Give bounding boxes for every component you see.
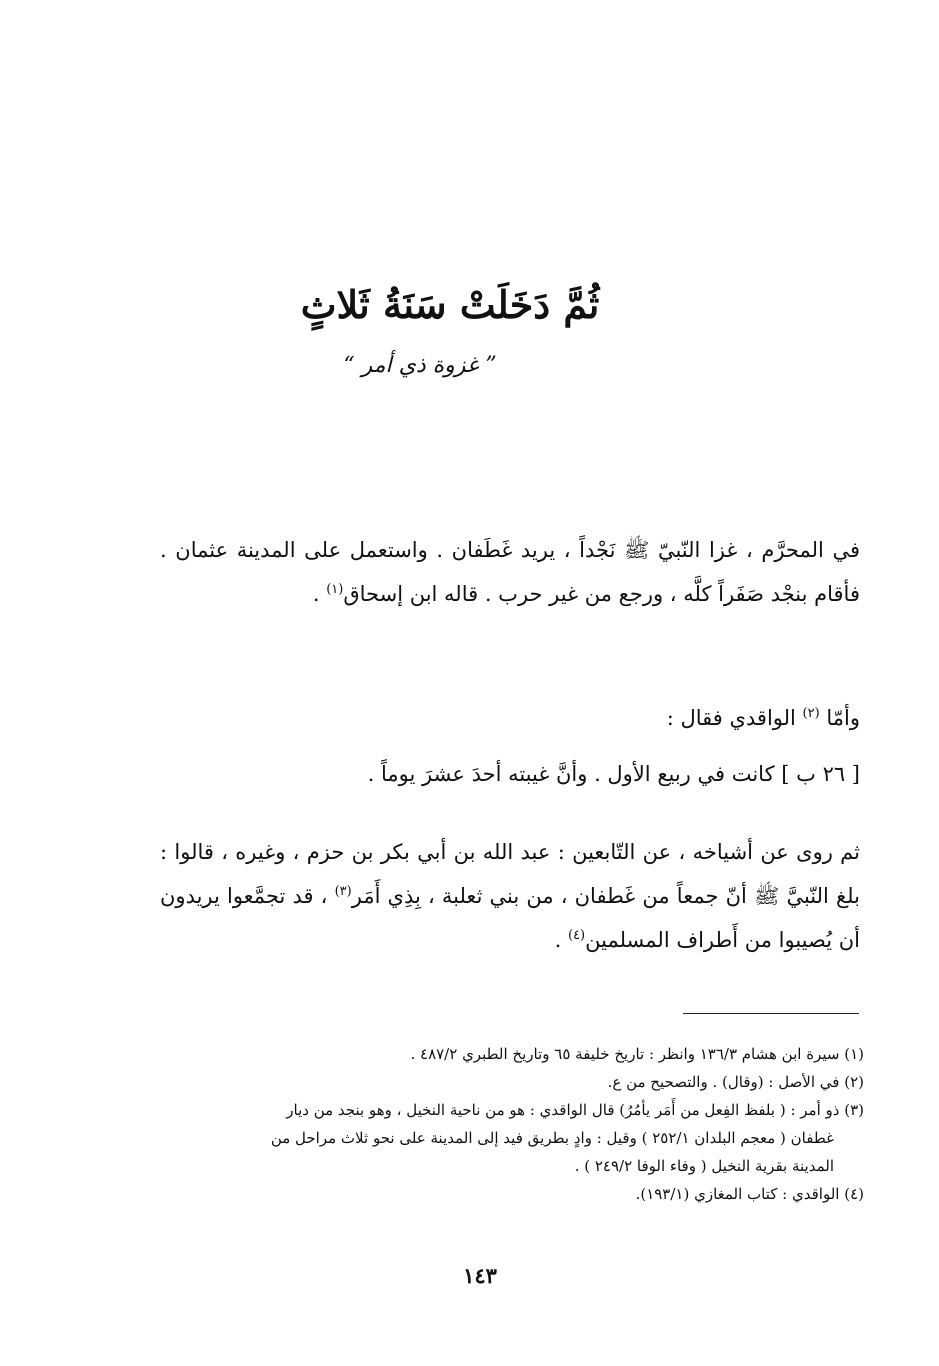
footnote-ref-4: (٤) bbox=[567, 928, 586, 943]
paragraph-2-end: الواقدي فقال : bbox=[666, 706, 803, 730]
paragraph-1-text: في المحرَّم ، غزا النّبيّ ﷺ نَجْداً ، يريد غَطَفان . واستعمل على المدينة عثمان . فأقام بنجْد صَفَراً كلَّه ، ورجع من غير حرب . قاله ابن إسحاق bbox=[160, 538, 860, 606]
footnote-3-continuation-2: المدينة بقرية النخيل ( وفاء الوفا ٢٤٩/٢ ) . bbox=[574, 1157, 834, 1175]
page-number: ١٤٣ bbox=[463, 1263, 497, 1288]
paragraph-2 bbox=[160, 696, 912, 740]
paragraph-3: [ ٢٦ ب ] كانت في ربيع الأول . وأنَّ غيبته أحدَ عشرَ يوماً . bbox=[367, 762, 860, 786]
footnotes bbox=[160, 1040, 864, 1208]
chapter-subtitle: ” غزوة ذي أمر “ bbox=[343, 353, 497, 378]
footnote-4: (٤) الواقدي : كتاب المغازي (١٩٣/١). bbox=[635, 1185, 864, 1203]
paragraph-1 bbox=[160, 528, 912, 616]
footnote-ref-1: (١) bbox=[326, 582, 344, 597]
paragraph-2-start: وأمّا bbox=[819, 706, 860, 730]
footnote-ref-3: (٣) bbox=[334, 884, 352, 899]
footnote-ref-2: (٢) bbox=[802, 706, 820, 721]
paragraph-4-text: ثم روى عن أشياخه ، عن التّابعين : عبد الله بن أبي بكر بن حزم ، وغيره ، قالوا : بلغ النّبيَّ ﷺ أنّ جمعاً من غَطفان ، من بني ثعلبة ، بِذِي أَمَر bbox=[160, 840, 860, 908]
footnote-3-continuation-1: غطفان ( معجم البلدان ٢٥٢/١ ) وقيل : وادٍ بطريق فيد إلى المدينة على نحو ثلاث مراحل من bbox=[270, 1129, 834, 1147]
footnote-2: (٢) في الأصل : (وقال) . والتصحيح من ع. bbox=[607, 1073, 864, 1091]
footnote-separator bbox=[683, 1013, 859, 1014]
paragraph-4-end: . bbox=[554, 928, 568, 952]
paragraph-4-mid: ، قد تجمَّعوا يريدون أن يُصيبوا من أَطراف المسلمين bbox=[160, 884, 860, 952]
paragraph-1-end: . bbox=[312, 582, 327, 606]
chapter-title: ثُمَّ دَخَلَتْ سَنَةُ ثَلاثٍ bbox=[300, 282, 600, 327]
footnote-3: (٣) ذو أمر : ( بلفظ الفِعل من أَمَر يأمُرُ) قال الواقدي : هو من ناحية النخيل ، وهو بنجد من ديار bbox=[286, 1101, 864, 1119]
paragraph-4 bbox=[160, 830, 912, 962]
footnote-1: (١) سيرة ابن هشام ١٣٦/٣ وانظر : تاريخ خليفة ٦٥ وتاريخ الطبري ٤٨٧/٢ . bbox=[410, 1045, 864, 1063]
